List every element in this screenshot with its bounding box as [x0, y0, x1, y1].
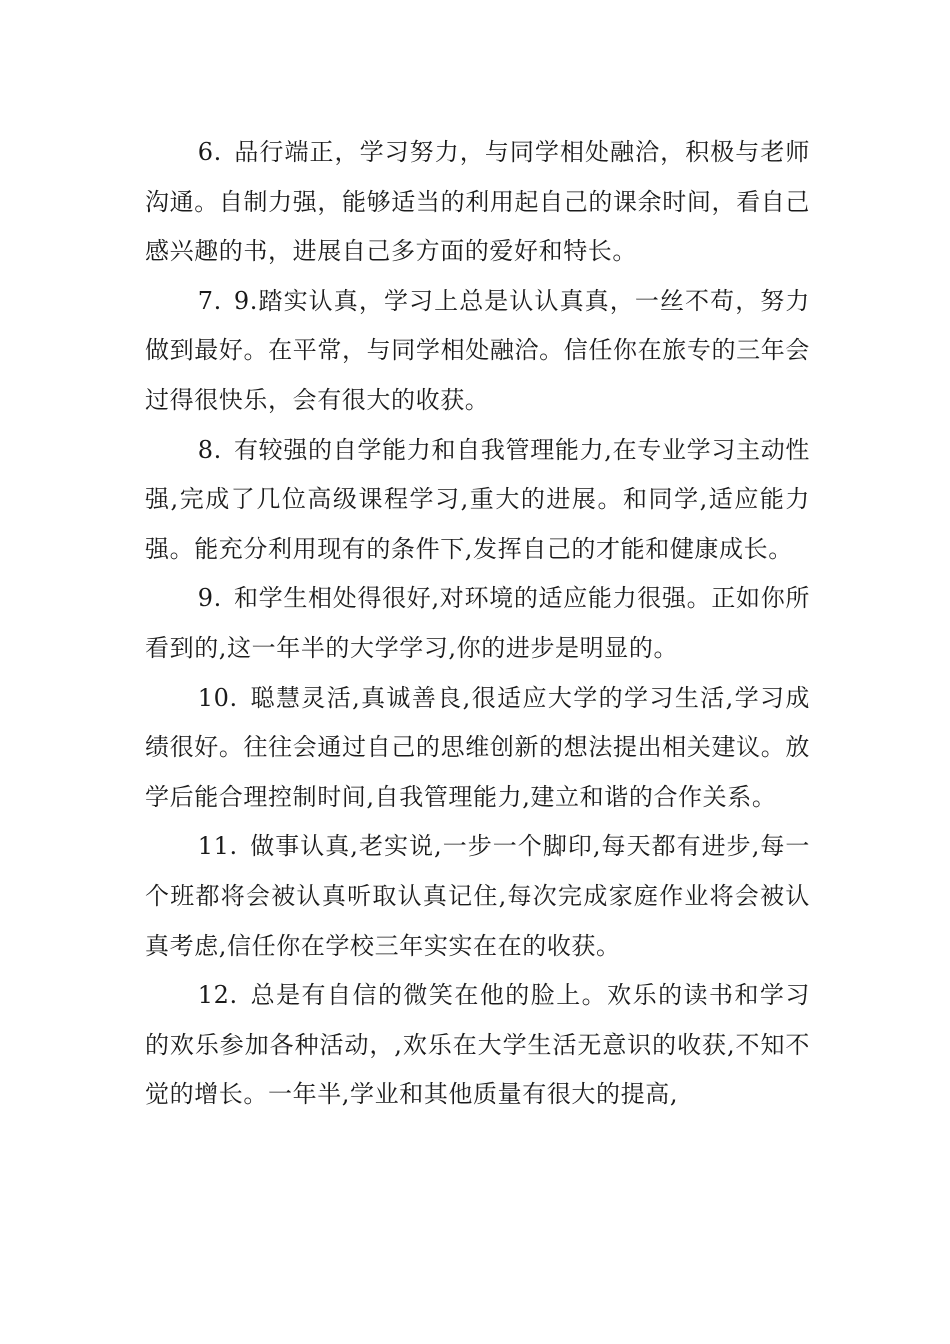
paragraph-text: 和学生相处得很好,对环境的适应能力很强。正如你所看到的,这一年半的大学学习,你的进步是明显的。 — [145, 584, 810, 662]
paragraph-7 — [145, 277, 810, 426]
paragraph-number: 9. — [197, 584, 222, 613]
paragraph-text: 聪慧灵活,真诚善良,很适应大学的学习生活,学习成绩很好。往往会通过自己的思维创新的想法提出相关建议。放学后能合理控制时间,自我管理能力,建立和谐的合作关系。 — [145, 683, 810, 811]
paragraph-11 — [145, 822, 810, 971]
paragraph-text: 品行端正，学习努力，与同学相处融洽，积极与老师沟通。自制力强，能够适当的利用起自己的课余时间，看自己感兴趣的书，进展自己多方面的爱好和特长。 — [145, 138, 810, 266]
paragraph-number: 10. — [197, 683, 238, 712]
paragraph-number: 8. — [197, 435, 222, 464]
paragraph-text: 总是有自信的微笑在他的脸上。欢乐的读书和学习的欢乐参加各种活动，,欢乐在大学生活无意识的收获,不知不觉的增长。一年半,学业和其他质量有很大的提高, — [145, 981, 810, 1109]
paragraph-12 — [145, 971, 810, 1120]
paragraph-number: 12. — [197, 981, 238, 1010]
paragraph-8 — [145, 426, 810, 575]
paragraph-6 — [145, 128, 810, 277]
paragraph-text: 有较强的自学能力和自我管理能力,在专业学习主动性强,完成了几位高级课程学习,重大的进展。和同学,适应能力强。能充分利用现有的条件下,发挥自己的才能和健康成长。 — [145, 435, 810, 563]
paragraph-10 — [145, 674, 810, 823]
document-page — [145, 128, 810, 1120]
paragraph-text: 做事认真,老实说,一步一个脚印,每天都有进步,每一个班都将会被认真听取认真记住,每次完成家庭作业将会被认真考虑,信任你在学校三年实实在在的收获。 — [145, 832, 810, 960]
paragraph-text: 9.踏实认真，学习上总是认认真真，一丝不苟，努力做到最好。在平常，与同学相处融洽。信任你在旅专的三年会过得很快乐，会有很大的收获。 — [145, 286, 810, 414]
paragraph-number: 7. — [197, 286, 222, 315]
paragraph-number: 11. — [197, 832, 238, 861]
paragraph-number: 6. — [197, 138, 222, 166]
paragraph-9 — [145, 574, 810, 673]
